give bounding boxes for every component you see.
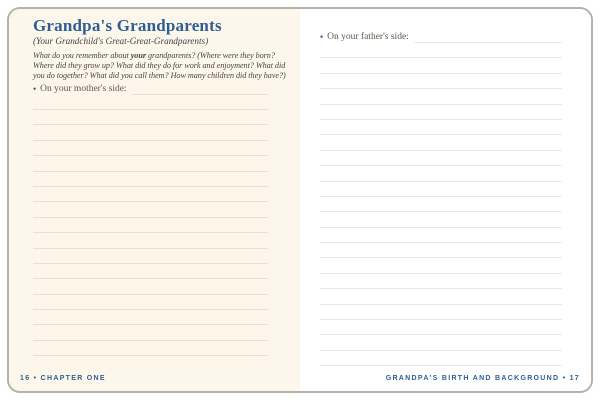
ruled-line (320, 166, 562, 181)
fathers-side-section (320, 28, 562, 43)
ruled-line (33, 341, 268, 356)
ruled-line (320, 258, 562, 273)
bullet-icon: • (33, 83, 37, 94)
ruled-line (320, 182, 562, 197)
prompt-line-1-emphasis: your (130, 51, 146, 60)
ruled-line (320, 212, 562, 227)
right-writing-lines (320, 43, 562, 366)
ruled-line (33, 95, 268, 110)
page-subtitle: (Your Grandchild's Great-Great-Grandparents) (33, 36, 209, 46)
ruled-line (320, 151, 562, 166)
ruled-line (320, 243, 562, 258)
prompt-text (33, 51, 286, 82)
ruled-line (33, 325, 268, 340)
ruled-line (320, 58, 562, 73)
bullet-icon: • (320, 32, 324, 42)
ruled-line (320, 197, 562, 212)
ruled-line (320, 351, 562, 366)
prompt-line-2: Where did they grow up? What did they do for work and enjoyment? What did (33, 61, 286, 71)
ruled-line (33, 187, 268, 202)
page-title: Grandpa's Grandparents (33, 16, 222, 35)
right-page (300, 9, 591, 391)
mothers-side-label: On your mother's side: (40, 83, 127, 94)
right-page-footer: GRANDPA'S BIRTH AND BACKGROUND • 17 (385, 375, 580, 382)
ruled-line (33, 125, 268, 140)
ruled-line (33, 110, 268, 125)
fathers-side-label: On your father's side: (327, 32, 409, 42)
left-page (9, 9, 300, 391)
prompt-line-1-pre: What do you remember about (33, 51, 131, 60)
ruled-line (33, 172, 268, 187)
ruled-line (33, 295, 268, 310)
ruled-line (33, 218, 268, 233)
ruled-line (320, 320, 562, 335)
ruled-line (414, 42, 562, 43)
ruled-line (320, 274, 562, 289)
prompt-line-1-post: grandparents? (Where were they born? (146, 51, 275, 60)
ruled-line (320, 120, 562, 135)
ruled-line (33, 233, 268, 248)
left-writing-lines (33, 95, 268, 357)
ruled-line (320, 89, 562, 104)
ruled-line (132, 94, 268, 95)
ruled-line (320, 135, 562, 150)
ruled-line (320, 305, 562, 320)
ruled-line (33, 279, 268, 294)
ruled-line (320, 289, 562, 304)
ruled-line (33, 202, 268, 217)
ruled-line (33, 264, 268, 279)
ruled-line (33, 310, 268, 325)
left-page-footer: 16 • CHAPTER ONE (20, 375, 106, 382)
prompt-line-1 (33, 51, 275, 61)
mothers-side-section (33, 84, 268, 95)
ruled-line (33, 249, 268, 264)
ruled-line (320, 74, 562, 89)
ruled-line (33, 156, 268, 171)
ruled-line (320, 335, 562, 350)
prompt-line-3: you do together? What did you call them? How many children did they have?) (33, 71, 286, 81)
ruled-line (320, 228, 562, 243)
book-spread (7, 7, 593, 393)
ruled-line (33, 141, 268, 156)
ruled-line (320, 105, 562, 120)
ruled-line (320, 43, 562, 58)
